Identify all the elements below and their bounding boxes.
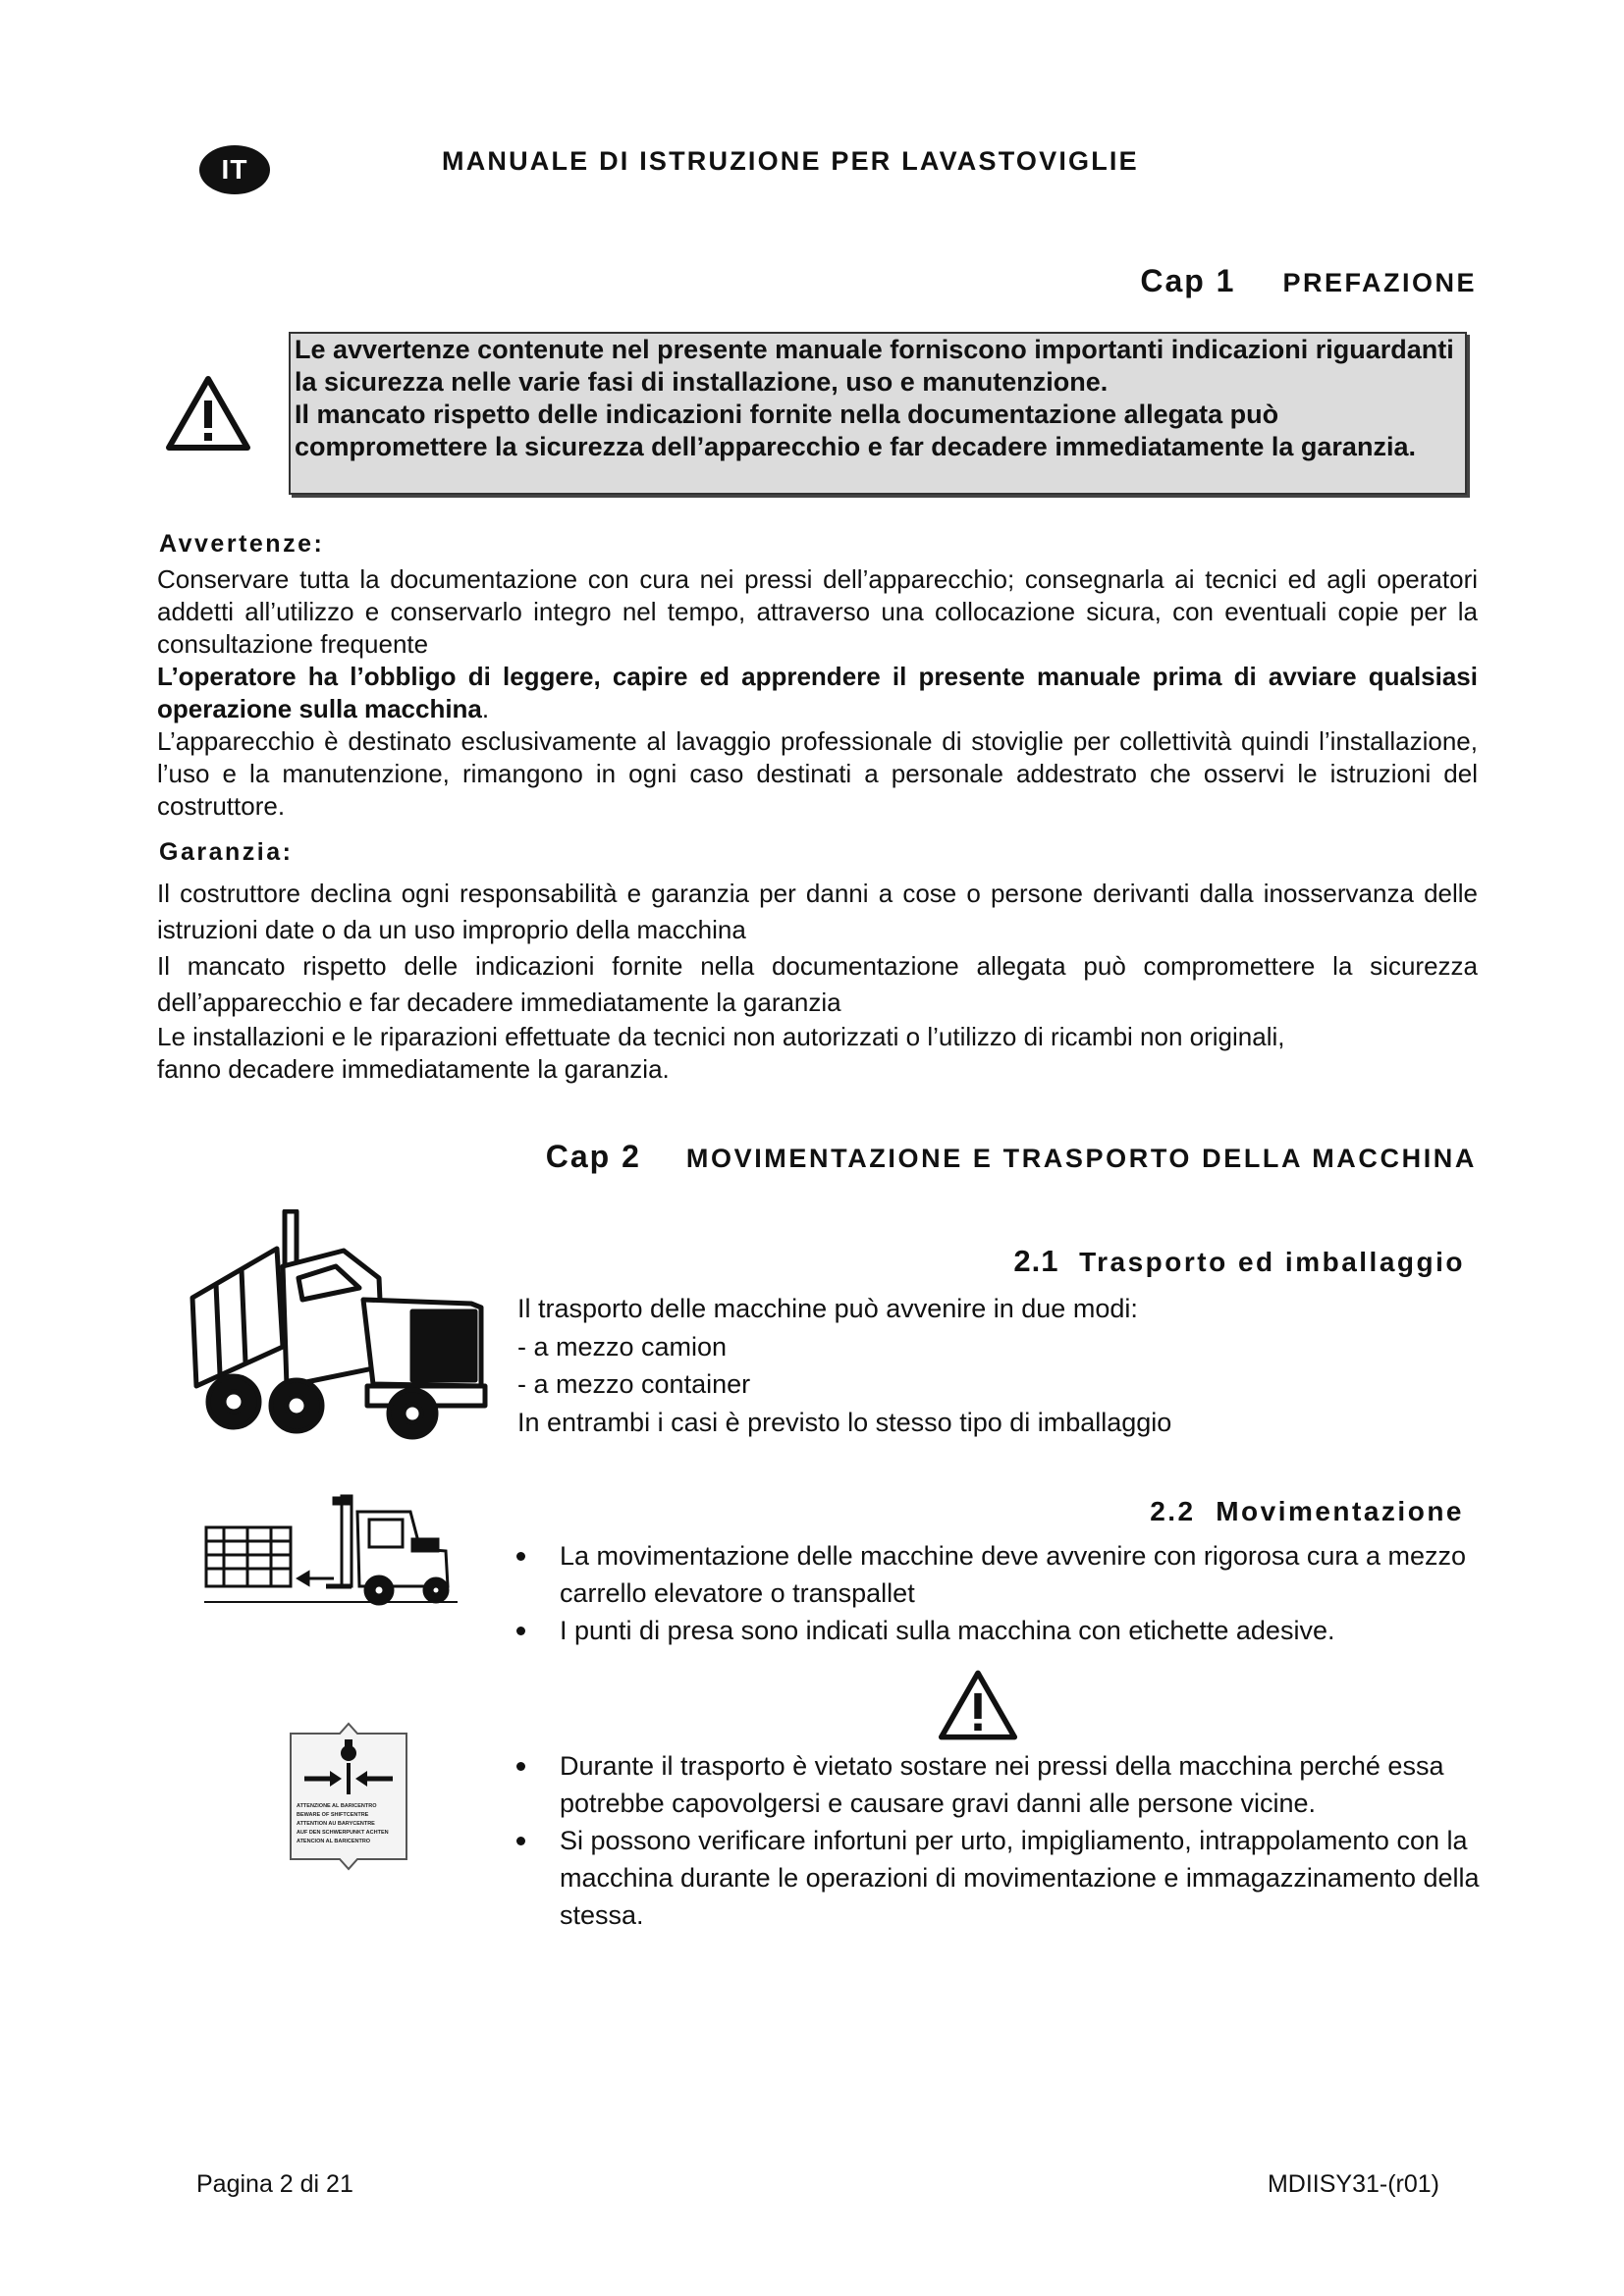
chapter-title: MOVIMENTAZIONE E TRASPORTO DELLA MACCHINA bbox=[685, 1144, 1477, 1173]
section-title: Movimentazione bbox=[1216, 1496, 1464, 1526]
chapter-2-heading bbox=[546, 1139, 1477, 1175]
garanzia-body bbox=[157, 876, 1478, 1086]
warning-box bbox=[289, 332, 1467, 495]
garanzia-paragraph-3a: Le installazioni e le riparazioni effettuate da tecnici non autorizzati o l’utilizzo di ricambi non originali, bbox=[157, 1022, 1285, 1051]
safety-bullets bbox=[511, 1747, 1483, 1934]
garanzia-label: Garanzia: bbox=[159, 838, 294, 866]
forklift-icon bbox=[204, 1490, 458, 1611]
chapter-number: Cap 2 bbox=[545, 1139, 641, 1174]
document-title: MANUALE DI ISTRUZIONE PER LAVASTOVIGLIE bbox=[442, 146, 1139, 176]
warning-triangle-icon bbox=[165, 375, 251, 456]
gravity-label-line: BEWARE OF SHIFTCENTRE bbox=[297, 1812, 369, 1818]
gravity-label-text bbox=[297, 1802, 405, 1846]
section-number: 2.1 bbox=[1013, 1244, 1059, 1278]
section-2-2-bullets bbox=[511, 1537, 1483, 1649]
section-title: Trasporto ed imballaggio bbox=[1079, 1247, 1465, 1277]
avvertenze-bold-end: . bbox=[481, 694, 490, 723]
gravity-label-line: AUF DEN SCHWERPUNKT ACHTEN bbox=[297, 1830, 389, 1836]
section-2-1-body bbox=[517, 1290, 1171, 1441]
avvertenze-label: Avvertenze: bbox=[159, 530, 325, 558]
section-2-1-line: - a mezzo container bbox=[517, 1369, 751, 1399]
warning-triangle-icon bbox=[938, 1669, 1018, 1746]
avvertenze-body bbox=[157, 563, 1478, 823]
language-badge: IT bbox=[199, 145, 270, 194]
section-2-1-line: In entrambi i casi è previsto lo stesso tipo di imballaggio bbox=[517, 1407, 1172, 1437]
section-2-1-heading bbox=[1013, 1244, 1465, 1279]
section-2-2-heading bbox=[1150, 1496, 1464, 1527]
garanzia-paragraph-3b: fanno decadere immediatamente la garanzia. bbox=[157, 1054, 670, 1084]
page-number: Pagina 2 di 21 bbox=[196, 2170, 353, 2198]
section-2-1-line: Il trasporto delle macchine può avvenire in due modi: bbox=[517, 1294, 1138, 1323]
section-2-1-line: - a mezzo camion bbox=[517, 1331, 728, 1362]
list-item: Si possono verificare infortuni per urto, impigliamento, intrappolamento con la macchina durante le operazioni di movimentazione e immagazzinamento della stessa. bbox=[511, 1822, 1483, 1934]
garanzia-paragraph-1: Il costruttore declina ogni responsabilità e garanzia per danni a cose o persone derivanti dalla inosservanza delle istruzioni date o da un uso improprio della macchina bbox=[157, 879, 1478, 944]
chapter-title: PREFAZIONE bbox=[1282, 268, 1477, 297]
truck-icon bbox=[187, 1209, 491, 1445]
avvertenze-paragraph-1: Conservare tutta la documentazione con cura nei pressi dell’apparecchio; consegnarla ai tecnici ed agli operatori addetti all’utilizzo e conservarlo integro nel tempo, attraverso una collocazione sicura, con eventuali copie per la consultazione frequente bbox=[157, 564, 1478, 659]
list-item: I punti di presa sono indicati sulla macchina con etichette adesive. bbox=[511, 1612, 1483, 1649]
gravity-label-line: ATTENTION AU BARYCENTRE bbox=[297, 1821, 375, 1827]
chapter-number: Cap 1 bbox=[1140, 263, 1236, 298]
chapter-1-heading bbox=[1140, 263, 1477, 299]
warning-text-2: Il mancato rispetto delle indicazioni fornite nella documentazione allegata può compromettere la sicurezza dell’apparecchio e far decadere immediatamente la garanzia. bbox=[295, 400, 1416, 461]
gravity-label-line: ATENCION AL BARICENTRO bbox=[297, 1839, 371, 1844]
avvertenze-bold-text: L’operatore ha l’obbligo di leggere, capire ed apprendere il presente manuale prima di avviare qualsiasi operazione sulla macchina bbox=[157, 662, 1478, 723]
garanzia-paragraph-2: Il mancato rispetto delle indicazioni fornite nella documentazione allegata può compromettere la sicurezza dell’apparecchio e far decadere immediatamente la garanzia bbox=[157, 951, 1478, 1017]
list-item: Durante il trasporto è vietato sostare nei pressi della macchina perché essa potrebbe capovolgersi e causare gravi danni alle persone vicine. bbox=[511, 1747, 1483, 1822]
center-of-gravity-label-icon bbox=[283, 1720, 414, 1878]
section-number: 2.2 bbox=[1150, 1496, 1196, 1526]
gravity-label-line: ATTENZIONE AL BARICENTRO bbox=[297, 1803, 377, 1809]
warning-text-1: Le avvertenze contenute nel presente manuale forniscono importanti indicazioni riguardanti la sicurezza nelle varie fasi di installazione, uso e manutenzione. bbox=[295, 335, 1454, 397]
list-item: La movimentazione delle macchine deve avvenire con rigorosa cura a mezzo carrello elevatore o transpallet bbox=[511, 1537, 1483, 1612]
avvertenze-paragraph-2 bbox=[157, 661, 1478, 725]
avvertenze-paragraph-3: L’apparecchio è destinato esclusivamente al lavaggio professionale di stoviglie per collettività quindi l’installazione, l’uso e la manutenzione, rimangono in ogni caso destinati a personale addestrato che osservi le istruzioni del costruttore. bbox=[157, 726, 1478, 821]
document-code: MDIISY31-(r01) bbox=[1267, 2170, 1439, 2198]
